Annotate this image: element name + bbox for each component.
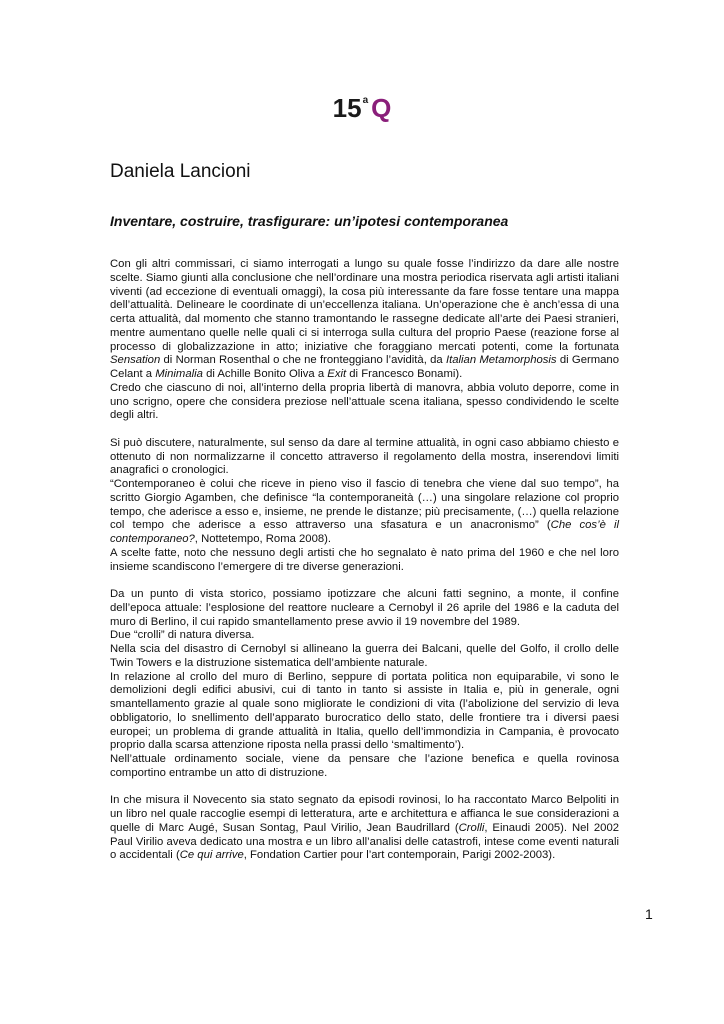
- paragraph: Credo che ciascuno di noi, all’interno della propria libertà di manovra, abbia voluto deporre, come in uno scrigno, opere che considera preziose nell’attuale scena italiana, spesso condividendo le scelte degli altri.: [110, 381, 619, 422]
- italic-title: Italian Metamorphosis: [445, 354, 557, 367]
- magazine-logo: [0, 86, 724, 123]
- paragraph: Si può discutere, naturalmente, sul senso da dare al termine attualità, in ogni caso abbiamo chiesto e ottenuto di non normalizzarne il concetto attraverso il regolamento della mostra, inserendovi limiti anagrafici o cronologici.: [110, 436, 619, 477]
- logo-superscript: a: [362, 95, 369, 106]
- text-run: di Achille Bonito Oliva a: [202, 368, 328, 380]
- text-run: “Contemporaneo è colui che riceve in pieno viso il fascio di tenebra che viene dal suo tempo”, ha scritto Giorgio Agamben, che definisce “la contemporaneità (…) una singolare relazione col proprio tempo, che aderisce a esso e, insieme, ne prende le distanze; più precisamente, (…) quella relazione col tempo che aderisce a esso attraverso una sfasatura e un anacronismo” (: [110, 478, 619, 532]
- text-run: In che misura il Novecento sia stato segnato da episodi rovinosi, lo ha raccontato Marco Belpoliti in un libro nel quale raccoglie esempi di letteratura, arte e architettura e affianca le sue considerazioni a quelle di Marc Augé, Susan Sontag, Paul Virilio, Jean Baudrillard (: [110, 794, 619, 834]
- italic-title: Ce qui arrive: [179, 849, 244, 862]
- logo-number: 15: [332, 93, 362, 123]
- italic-title: Minimalia: [155, 368, 203, 380]
- text-run: Con gli altri commissari, ci siamo interrogati a lungo su quale fosse l’indirizzo da dare alle nostre scelte. Siamo giunti alla conclusione che nell’ordinare una mostra periodica riservata agli artisti italiani viventi (ad eccezione di eventuali omaggi), la cosa più interessante da fare fosse tentare una mappa dell’attualità. Delineare le coordinate di un’eccellenza italiana. Un’operazione che è anch’essa di una certa attualità, dal momento che stanno tramontando le rassegne dedicate all’arte dei Paesi stranieri, mentre aumentano quelle nelle quali ci si interroga sulla cultura del proprio Paese (reazione forse al processo di globalizzazione in atto; iniziative che foraggiano mercati potenti, come la fortunata: [110, 258, 619, 353]
- author-name: Daniela Lancioni: [110, 161, 251, 182]
- page-number: 1: [645, 906, 653, 922]
- paragraph: [110, 258, 619, 382]
- paragraph: In relazione al crollo del muro di Berlino, seppure di portata politica non equiparabile, vi sono le demolizioni degli edifici abusivi, cui di tanto in tanto si assiste in Italia e, più in generale, ogni smantellamento grazie al quale sono migliorate le condizioni di vita (l’abolizione del servizio di leva obbligatorio, lo snellimento dell’apparato burocratico dello stato, delle frontiere tra i diversi paesi europei; un problema di grande attualità in Italia, quello dell’immondizia in Campania, è provocato proprio dalla scarsa attenzione riposta nella prassi dello ‘smaltimento’).: [110, 670, 619, 752]
- paragraph: [110, 478, 619, 547]
- paragraph-gap: [110, 781, 619, 795]
- italic-title: Sensation: [110, 354, 161, 367]
- article-body: [110, 258, 619, 863]
- paragraph: Nella scia del disastro di Cernobyl si allineano la guerra dei Balcani, quelle del Golfo, il crollo delle Twin Towers e la distruzione sistematica dell’ambiente naturale.: [110, 643, 619, 669]
- paragraph: [110, 794, 619, 863]
- italic-title: Che cos’è il contemporaneo?: [110, 519, 619, 545]
- logo-letter: Q: [371, 93, 392, 123]
- paragraph: Nell’attuale ordinamento sociale, viene da pensare che l’azione benefica e quella rovinosa comportino entrambe un atto di distruzione.: [110, 753, 619, 779]
- paragraph-gap: [110, 423, 619, 437]
- text-run: di Germano Celant a: [110, 354, 619, 380]
- italic-title: Exit: [327, 368, 347, 380]
- paragraph-gap: [110, 574, 619, 588]
- text-run: di Francesco Bonami).: [346, 368, 463, 380]
- article-subtitle: Inventare, costruire, trasfigurare: un’ipotesi contemporanea: [110, 213, 509, 229]
- text-run: , Nottetempo, Roma 2008).: [194, 533, 332, 545]
- paragraph: Due “crolli” di natura diversa.: [110, 629, 255, 642]
- text-run: , Fondation Cartier pour l’art contemporain, Parigi 2002-2003).: [243, 849, 556, 862]
- italic-title: Crolli: [458, 821, 485, 834]
- paragraph: A scelte fatte, noto che nessuno degli artisti che ho segnalato è nato prima del 1960 e che nel loro insieme scandiscono l’emergere di tre diverse generazioni.: [110, 546, 619, 573]
- text-run: di Norman Rosenthal o che ne fronteggiano l’avidità, da: [160, 354, 446, 367]
- text-run: , Einaudi 2005). Nel 2002 Paul Virilio aveva dedicato una mostra e un libro all’analisi delle catastrofi, intese come eventi naturali o accidentali (: [110, 821, 620, 862]
- paragraph: Da un punto di vista storico, possiamo ipotizzare che alcuni fatti segnino, a monte, il confine dell’epoca attuale: l’esplosione del reattore nucleare a Cernobyl il 26 aprile del 1986 e la caduta del muro di Berlino, il cui rapido smantellamento prese avvio il 19 novembre del 1989.: [110, 588, 619, 628]
